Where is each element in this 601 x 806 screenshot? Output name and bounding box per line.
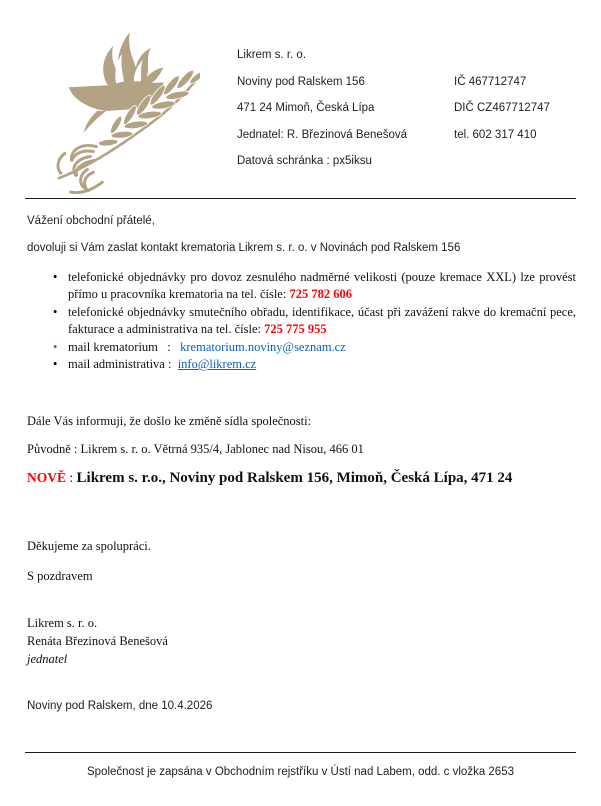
new-address-line — [27, 470, 512, 487]
bullet-icon: • — [53, 357, 58, 372]
bullet-icon: • — [53, 270, 58, 284]
signature-role: jednatel — [27, 651, 68, 666]
crematorium-email-link[interactable]: krematorium.noviny@seznam.cz — [180, 339, 346, 354]
new-separator: : — [66, 470, 77, 485]
greeting-text: Vážení obchodní přátelé, — [27, 215, 155, 227]
phone-number: 725 782 606 — [289, 287, 352, 302]
bullet-text: telefonické objednávky smutečního obřadu, identifikace, účast při zavážení rakve do kremační pece, fakturace a administrativa na tel. čísle: — [68, 304, 576, 337]
new-address-text: Likrem s. r.o., Noviny pod Ralskem 156, Mimoň, Česká Lípa, 471 24 — [76, 470, 513, 486]
phone-number: 725 775 955 — [264, 322, 327, 337]
bullet-icon: • — [53, 339, 58, 354]
bullet-text: telefonické objednávky pro dovoz zesnulého nadměrné velikosti (pouze kremace XXL) lze provést přímo u pracovníka krematoria na tel. čísle: — [68, 270, 576, 302]
regards-text: S pozdravem — [27, 569, 93, 583]
signature-name: Renáta Březinová Benešová — [27, 633, 168, 648]
header-dic: DIČ CZ467712747 — [454, 102, 550, 115]
mail-label: mail krematorium : — [68, 339, 181, 354]
old-address-text: Původně : Likrem s. r. o. Větrná 935/4, Jablonec nad Nisou, 466 01 — [27, 442, 364, 456]
separator-line-top — [25, 198, 576, 199]
separator-line-bottom — [25, 752, 576, 753]
header-phone: tel. 602 317 410 — [454, 128, 537, 141]
thanks-text: Děkujeme za spolupráci. — [27, 539, 151, 553]
bullet-icon: • — [53, 304, 58, 319]
list-item — [51, 339, 576, 356]
mail-label: mail administrativa : — [68, 357, 178, 372]
admin-email-link[interactable]: info@likrem.cz — [177, 357, 257, 372]
header-contact-block — [237, 49, 577, 182]
change-notice-text: Dále Vás informuji, že došlo ke změně sídla společnosti: — [27, 414, 312, 428]
dateline-text: Noviny pod Ralskem, dne 10.4.2026 — [27, 700, 213, 712]
signature-block — [27, 615, 168, 668]
header-manager: Jednatel: R. Březinová Benešová — [237, 128, 408, 141]
registration-footer-text: Společnost je zapsána v Obchodním rejstříku v Ústí nad Labem, odd. c vložka 2653 — [86, 766, 514, 778]
list-item — [51, 269, 576, 304]
header-city: 471 24 Mimoň, Česká Lípa — [237, 102, 375, 115]
flame-bowl-laurel-logo-icon — [50, 28, 200, 196]
company-name: Likrem s. r. o. — [237, 49, 307, 61]
signature-company: Likrem s. r. o. — [27, 616, 98, 630]
new-label: NOVĚ — [27, 470, 67, 485]
list-item — [51, 356, 576, 373]
header-databox: Datová schránka : px5iksu — [237, 155, 372, 168]
contact-bullet-list — [51, 269, 576, 373]
header-ic: IČ 467712747 — [454, 75, 527, 88]
header-street: Noviny pod Ralskem 156 — [237, 75, 365, 88]
list-item — [51, 304, 576, 339]
intro-text: dovoluji si Vám zaslat kontakt krematoria Likrem s. r. o. v Novinách pod Ralskem 156 — [27, 242, 461, 254]
